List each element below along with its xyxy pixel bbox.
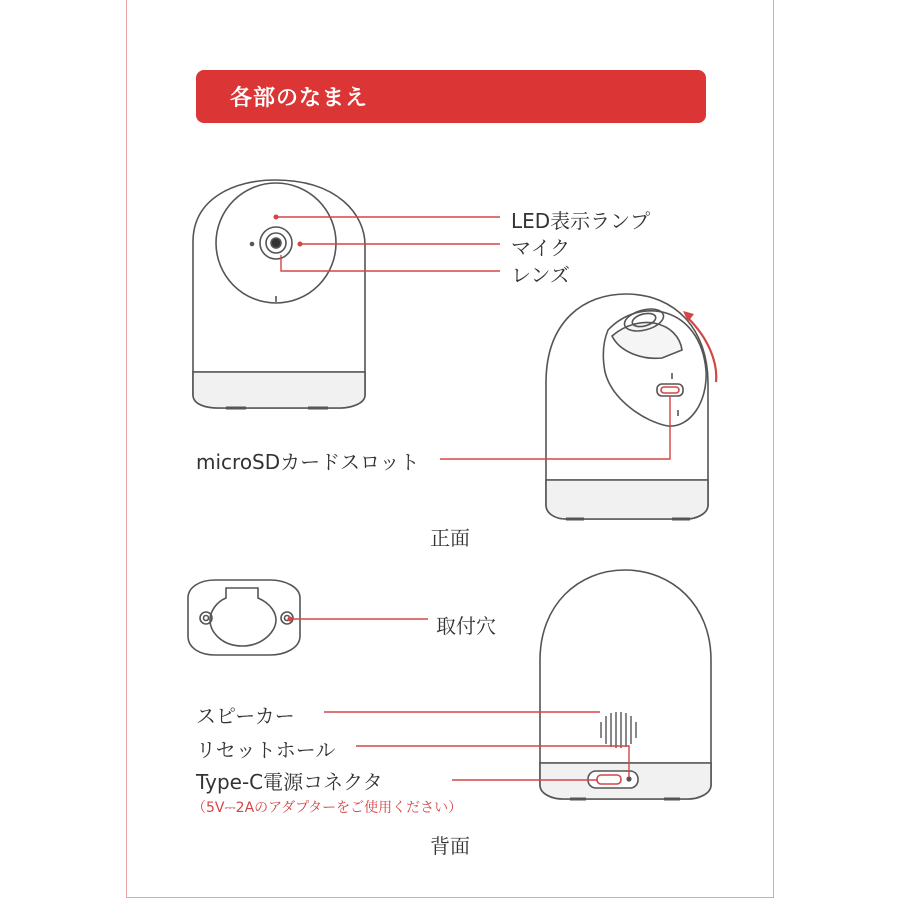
power-adapter-note: （5V⎓2Aのアダプターをご使用ください） <box>192 800 463 816</box>
label-mount-hole: 取付穴 <box>436 614 496 638</box>
label-type-c-power: Type-C電源コネクタ <box>196 770 383 794</box>
label-microsd-slot: microSDカードスロット <box>196 450 420 474</box>
label-reset-hole: リセットホール <box>196 738 336 762</box>
section-title: 各部のなまえ <box>230 86 369 111</box>
caption-front: 正面 <box>430 526 470 550</box>
back-camera-illustration <box>540 570 711 799</box>
caption-back: 背面 <box>430 834 470 858</box>
label-speaker: スピーカー <box>196 704 295 728</box>
label-led-indicator: LED表示ランプ <box>511 209 651 233</box>
label-microphone: マイク <box>511 236 571 260</box>
side-camera-illustration <box>546 294 708 519</box>
label-lens: レンズ <box>511 263 570 287</box>
mount-plate-illustration <box>188 580 300 655</box>
front-camera-illustration <box>193 180 365 408</box>
mount-hole-callout <box>288 617 429 622</box>
